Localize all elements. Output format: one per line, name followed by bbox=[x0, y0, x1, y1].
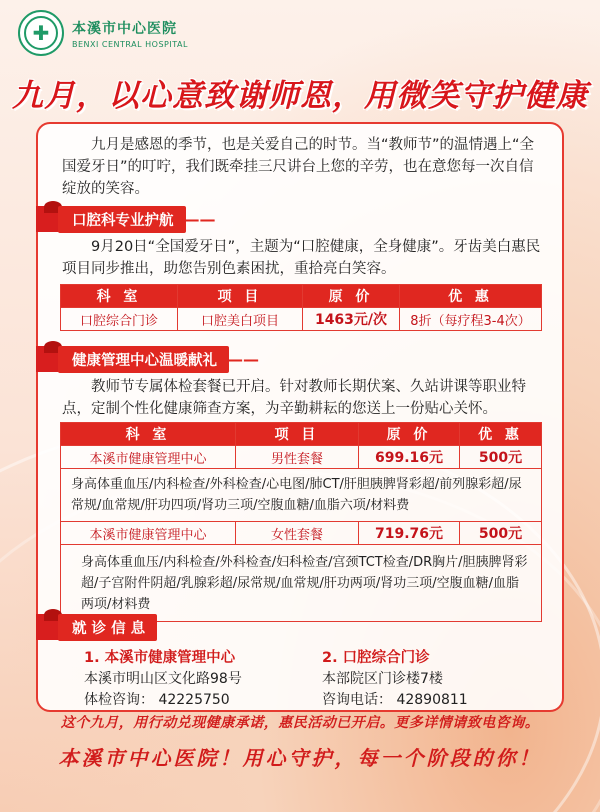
table-cell: 719.76元 bbox=[359, 522, 460, 545]
dental-paragraph: 9月20日“全国爱牙日”，主题为“口腔健康，全身健康”。牙齿美白惠民项目同步推出，助您告别色素困扰，重拾亮白笑容。 bbox=[62, 239, 541, 277]
table-header: 原 价 bbox=[303, 285, 400, 308]
table-header: 项 目 bbox=[236, 423, 359, 446]
slogan-line-1: 这个九月，用行动兑现健康承诺，惠民活动已开启。更多详情请致电咨询。 bbox=[60, 715, 540, 731]
table-cell: 女性套餐 bbox=[236, 522, 359, 545]
table-row bbox=[61, 308, 542, 331]
table-row bbox=[61, 522, 542, 545]
table-header: 科 室 bbox=[61, 285, 178, 308]
table-header: 项 目 bbox=[178, 285, 303, 308]
table-row bbox=[61, 446, 542, 469]
hospital-name-cn: 本溪市中心医院 bbox=[72, 20, 177, 37]
section-title: 健康管理中心温暖献礼 bbox=[58, 346, 229, 373]
table-cell: 男性套餐 bbox=[236, 446, 359, 469]
table-cell: 699.16元 bbox=[359, 446, 460, 469]
table-cell: 500元 bbox=[460, 522, 542, 545]
table-cell: 口腔美白项目 bbox=[178, 308, 303, 331]
info-phone: 体检咨询： 42225750 bbox=[84, 692, 230, 708]
table-cell: 本溪市健康管理中心 bbox=[61, 522, 236, 545]
checkup-price-table bbox=[60, 422, 542, 622]
info-title: 1. 本溪市健康管理中心 bbox=[84, 650, 236, 666]
package-items: 身高体重血压/内科检查/外科检查/心电图/肺CT/肝胆胰脾肾彩超/前列腺彩超/尿常规/血常规/肝功四项/肾功三项/空腹血糖/血脂六项/材料费 bbox=[61, 469, 542, 522]
health-paragraph: 教师节专属体检套餐已开启。针对教师长期伏案、久站讲课等职业特点，定制个性化健康筛查方案，为辛勤耕耘的您送上一份贴心关怀。 bbox=[62, 379, 526, 417]
table-cell: 1463元/次 bbox=[303, 308, 400, 331]
section-header-dental: 口腔科专业护航 —— bbox=[36, 206, 216, 232]
intro-paragraph: 九月是感恩的季节，也是关爱自己的时节。当“教师节”的温情遇上“全国爱牙日”的叮咛，我们既牵挂三尺讲台上您的辛劳，也在意您每一次自信绽放的笑容。 bbox=[62, 137, 535, 197]
table-cell: 口腔综合门诊 bbox=[61, 308, 178, 331]
slogan-line-2: 本溪市中心医院！用心守护，每一个阶段的你！ bbox=[58, 746, 542, 770]
section-header-visit-info bbox=[36, 614, 157, 640]
hospital-logo bbox=[18, 10, 188, 56]
info-dental-clinic bbox=[322, 648, 468, 711]
section-header-health: 健康管理中心温暖献礼 —— bbox=[36, 346, 259, 372]
table-cell: 8折（每疗程3-4次） bbox=[400, 308, 542, 331]
table-cell: 本溪市健康管理中心 bbox=[61, 446, 236, 469]
info-address: 本溪市明山区文化路98号 bbox=[84, 671, 242, 687]
table-cell: 500元 bbox=[460, 446, 542, 469]
table-header: 优 惠 bbox=[460, 423, 542, 446]
table-row bbox=[61, 545, 542, 622]
table-header: 优 惠 bbox=[400, 285, 542, 308]
section-title: 就 诊 信 息 bbox=[58, 614, 157, 641]
hospital-emblem-icon: ✚ bbox=[18, 10, 64, 56]
info-address: 本部院区门诊楼7楼 bbox=[322, 671, 443, 687]
table-header: 科 室 bbox=[61, 423, 236, 446]
info-title: 2. 口腔综合门诊 bbox=[322, 650, 430, 666]
table-row bbox=[61, 469, 542, 522]
section-title: 口腔科专业护航 bbox=[58, 206, 186, 233]
info-phone: 咨询电话： 42890811 bbox=[322, 692, 468, 708]
hospital-name-en: BENXI CENTRAL HOSPITAL bbox=[72, 39, 188, 49]
package-items: 身高体重血压/内科检查/外科检查/妇科检查/宫颈TCT检查/DR胸片/胆胰脾肾彩超/子宫附件阴超/乳腺彩超/尿常规/血常规/肝功两项/肾功三项/空腹血糖/血脂两项/材料费 bbox=[61, 545, 542, 622]
table-header: 原 价 bbox=[359, 423, 460, 446]
info-health-center bbox=[84, 648, 242, 711]
content-card bbox=[36, 122, 564, 712]
page-title: 九月，以心意致谢师恩，用微笑守护健康 bbox=[12, 78, 588, 114]
dental-price-table bbox=[60, 284, 542, 331]
